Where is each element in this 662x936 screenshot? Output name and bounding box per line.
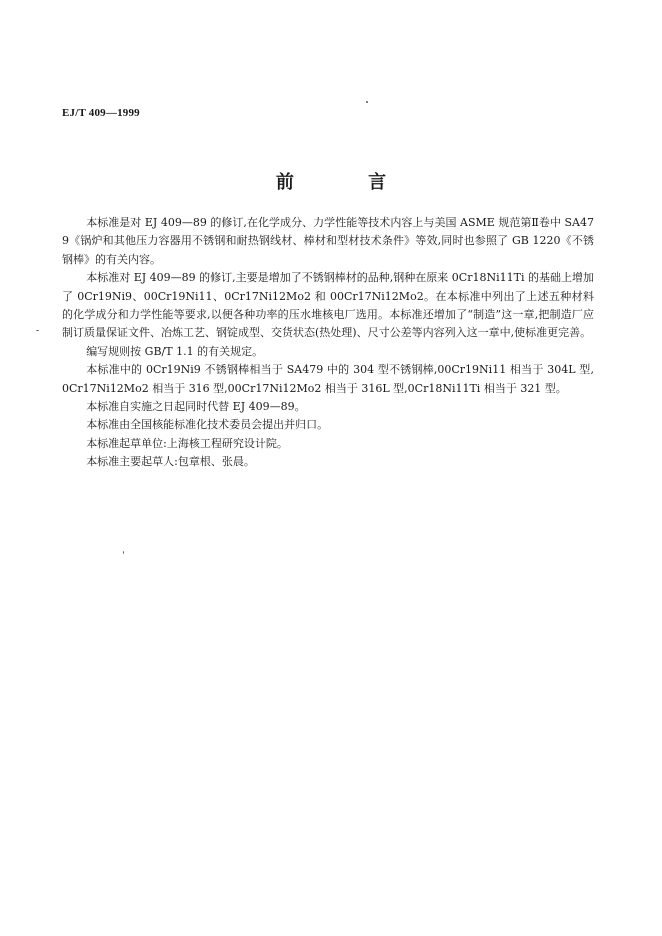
paragraph-proposer: 本标准由全国核能标准化技术委员会提出并归口。 xyxy=(86,418,329,432)
foreword-body xyxy=(62,214,594,472)
scan-speck xyxy=(36,330,39,331)
paragraph-grade-mapping: 本标准中的 0Cr19Ni9 不锈钢棒相当于 SA479 中的 304 型不锈钢棒,00Cr19Ni11 相当于 304L 型,0Cr17Ni12Mo2 相当于 316 型,00Cr17Ni12Mo2 相当于 316L 型,0Cr18Ni11Ti 相当于 321 型。 xyxy=(62,363,594,395)
paragraph-drafting-unit: 本标准起草单位:上海核工程研究设计院。 xyxy=(86,436,288,450)
page-title: 前 言 xyxy=(275,172,421,193)
paragraph-replacement: 本标准自实施之日起同时代替 EJ 409—89。 xyxy=(86,400,306,414)
paragraph-drafters: 本标准主要起草人:包章根、张晨。 xyxy=(86,455,255,469)
paragraph-equivalence: 本标准是对 EJ 409—89 的修订,在化学成分、力学性能等技术内容上与美国 ASME 规范第Ⅱ卷中 SA479《锅炉和其他压力容器用不锈钢和耐热钢线材、棒材和型材技术条件》等效,同时也参照了 GB 1220《不锈钢棒》的有关内容。 xyxy=(62,216,594,266)
paragraph-drafting-rules: 编写规则按 GB/T 1.1 的有关规定。 xyxy=(86,344,264,358)
paragraph-revision: 本标准对 EJ 409—89 的修订,主要是增加了不锈钢棒材的品种,钢种在原来 0Cr18Ni11Ti 的基础上增加了 0Cr19Ni9、00Cr19Ni11、0Cr17Ni12Mo2 和 00Cr17Ni12Mo2。在本标准中列出了上述五种材料的化学成分和力学性能等要求,以便各种功率的压水堆核电厂选用。本标准还增加了“制造”这一章,把制造厂应制订质量保证文件、冶炼工艺、钢锭成型、交货状态(热处理)、尺寸公差等内容列入这一章中,使标准更完善。 xyxy=(62,271,594,340)
scan-speck xyxy=(123,551,124,554)
scan-speck xyxy=(366,101,368,103)
document-code: EJ/T 409—1999 xyxy=(62,107,140,119)
